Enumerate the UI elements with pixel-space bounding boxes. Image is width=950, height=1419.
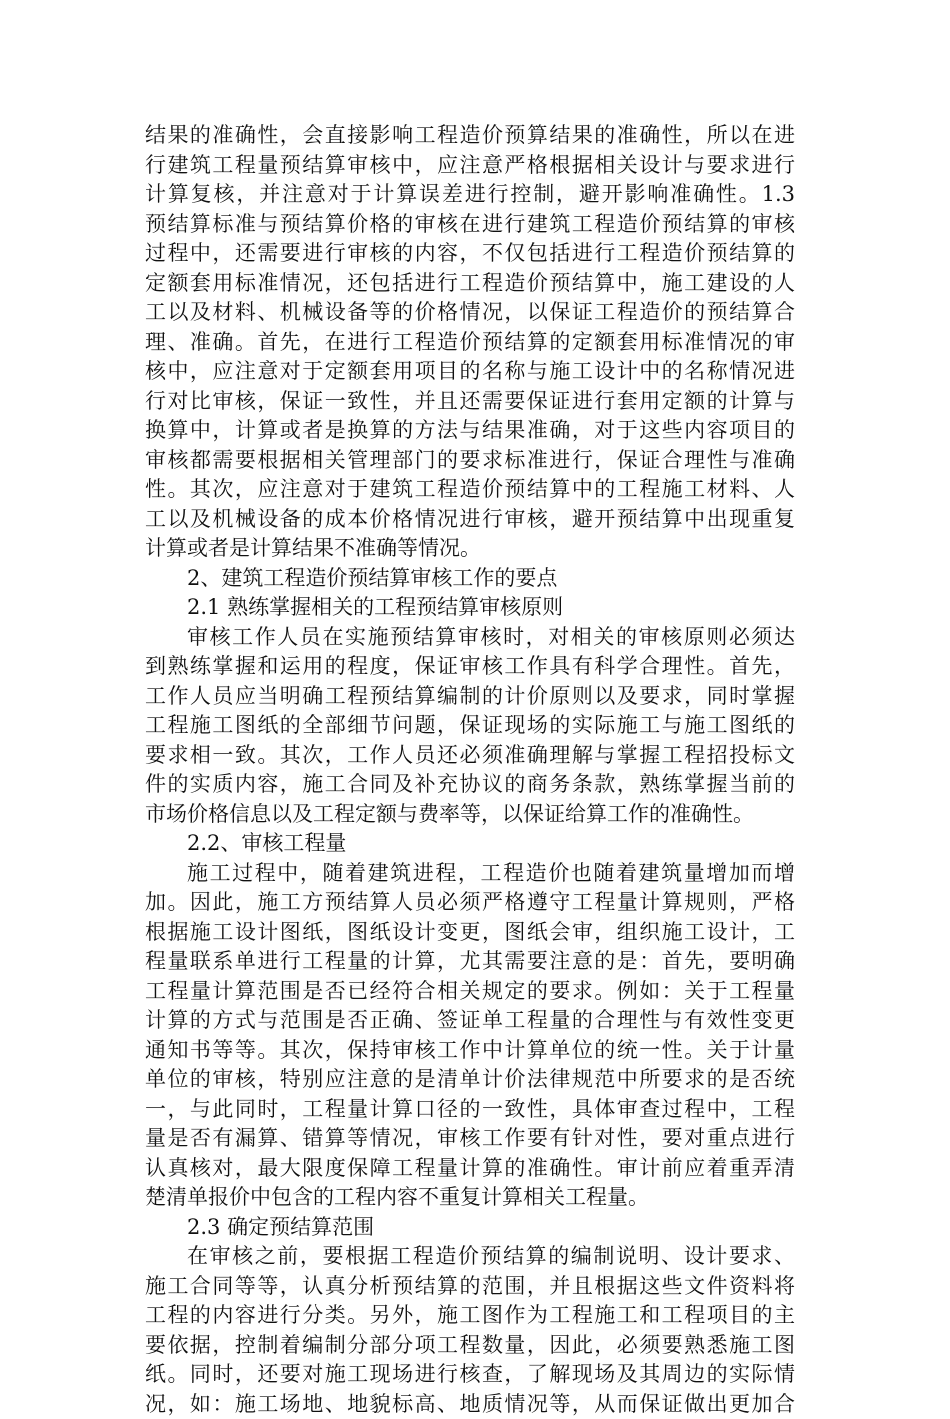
text-line: 施工合同等等，认真分析预结算的范围，并且根据这些文件资料将: [145, 1272, 795, 1302]
text-line: 工程量计算范围是否已经符合相关规定的要求。例如：关于工程量: [145, 977, 795, 1007]
text-line: 楚清单报价中包含的工程内容不重复计算相关工程量。: [145, 1183, 795, 1213]
body-paragraph: [145, 623, 795, 830]
text-line: 工程施工图纸的全部细节问题，保证现场的实际施工与施工图纸的: [145, 711, 795, 741]
section-heading: 2、建筑工程造价预结算审核工作的要点: [145, 564, 795, 594]
text-line: 施工过程中，随着建筑进程，工程造价也随着建筑量增加而增: [145, 859, 795, 889]
subsection-heading: 2.2、审核工程量: [145, 829, 795, 859]
text-line: 加。因此，施工方预结算人员必须严格遵守工程量计算规则，严格: [145, 888, 795, 918]
text-line: 认真核对，最大限度保障工程量计算的准确性。审计前应着重弄清: [145, 1154, 795, 1184]
text-line: 性。其次，应注意对于建筑工程造价预结算中的工程施工材料、人: [145, 475, 795, 505]
text-line: 理、准确。首先，在进行工程造价预结算的定额套用标准情况的审: [145, 328, 795, 358]
text-line: 工程的内容进行分类。另外，施工图作为工程施工和工程项目的主: [145, 1301, 795, 1331]
document-page: [145, 121, 795, 1419]
text-line: 换算中，计算或者是换算的方法与结果准确，对于这些内容项目的: [145, 416, 795, 446]
body-paragraph: [145, 121, 795, 564]
text-line: 行对比审核，保证一致性，并且还需要保证进行套用定额的计算与: [145, 387, 795, 417]
text-line: 审核都需要根据相关管理部门的要求标准进行，保证合理性与准确: [145, 446, 795, 476]
text-line: 行建筑工程量预结算审核中，应注意严格根据相关设计与要求进行: [145, 151, 795, 181]
text-line: 结果的准确性，会直接影响工程造价预算结果的准确性，所以在进: [145, 121, 795, 151]
text-line: 过程中，还需要进行审核的内容，不仅包括进行工程造价预结算的: [145, 239, 795, 269]
text-line: 预结算标准与预结算价格的审核在进行建筑工程造价预结算的审核: [145, 210, 795, 240]
text-line: 根据施工设计图纸，图纸设计变更，图纸会审，组织施工设计，工: [145, 918, 795, 948]
text-line: 计算或者是计算结果不准确等情况。: [145, 534, 795, 564]
text-line: 工以及机械设备的成本价格情况进行审核，避开预结算中出现重复: [145, 505, 795, 535]
subsection-heading: 2.3 确定预结算范围: [145, 1213, 795, 1243]
text-line: 定额套用标准情况，还包括进行工程造价预结算中，施工建设的人: [145, 269, 795, 299]
body-paragraph: [145, 859, 795, 1213]
text-line: 审核工作人员在实施预结算审核时，对相关的审核原则必须达: [145, 623, 795, 653]
text-line: 市场价格信息以及工程定额与费率等，以保证给算工作的准确性。: [145, 800, 795, 830]
text-line: 到熟练掌握和运用的程度，保证审核工作具有科学合理性。首先，: [145, 652, 795, 682]
text-line: 程量联系单进行工程量的计算，尤其需要注意的是：首先，要明确: [145, 947, 795, 977]
text-line: 要依据，控制着编制分部分项工程数量，因此，必须要熟悉施工图: [145, 1331, 795, 1361]
text-line: 量是否有漏算、错算等情况，审核工作要有针对性，要对重点进行: [145, 1124, 795, 1154]
text-line: 工以及材料、机械设备等的价格情况，以保证工程造价的预结算合: [145, 298, 795, 328]
subsection-heading: 2.1 熟练掌握相关的工程预结算审核原则: [145, 593, 795, 623]
text-line: 计算复核，并注意对于计算误差进行控制，避开影响准确性。1.3: [145, 180, 795, 210]
text-line: 单位的审核，特别应注意的是清单计价法律规范中所要求的是否统: [145, 1065, 795, 1095]
text-line: 核中，应注意对于定额套用项目的名称与施工设计中的名称情况进: [145, 357, 795, 387]
text-line: 在审核之前，要根据工程造价预结算的编制说明、设计要求、: [145, 1242, 795, 1272]
text-line: 工作人员应当明确工程预结算编制的计价原则以及要求，同时掌握: [145, 682, 795, 712]
text-line: 要求相一致。其次，工作人员还必须准确理解与掌握工程招投标文: [145, 741, 795, 771]
text-line: 计算的方式与范围是否正确、签证单工程量的合理性与有效性变更: [145, 1006, 795, 1036]
text-line: 一，与此同时，工程量计算口径的一致性，具体审查过程中，工程: [145, 1095, 795, 1125]
text-line: 纸。同时，还要对施工现场进行核查，了解现场及其周边的实际情: [145, 1360, 795, 1390]
text-line: 件的实质内容，施工合同及补充协议的商务条款，熟练掌握当前的: [145, 770, 795, 800]
text-line: 况，如：施工场地、地貌标高、地质情况等，从而保证做出更加合: [145, 1390, 795, 1419]
body-paragraph: [145, 1242, 795, 1419]
text-line: 通知书等等。其次，保持审核工作中计算单位的统一性。关于计量: [145, 1036, 795, 1066]
